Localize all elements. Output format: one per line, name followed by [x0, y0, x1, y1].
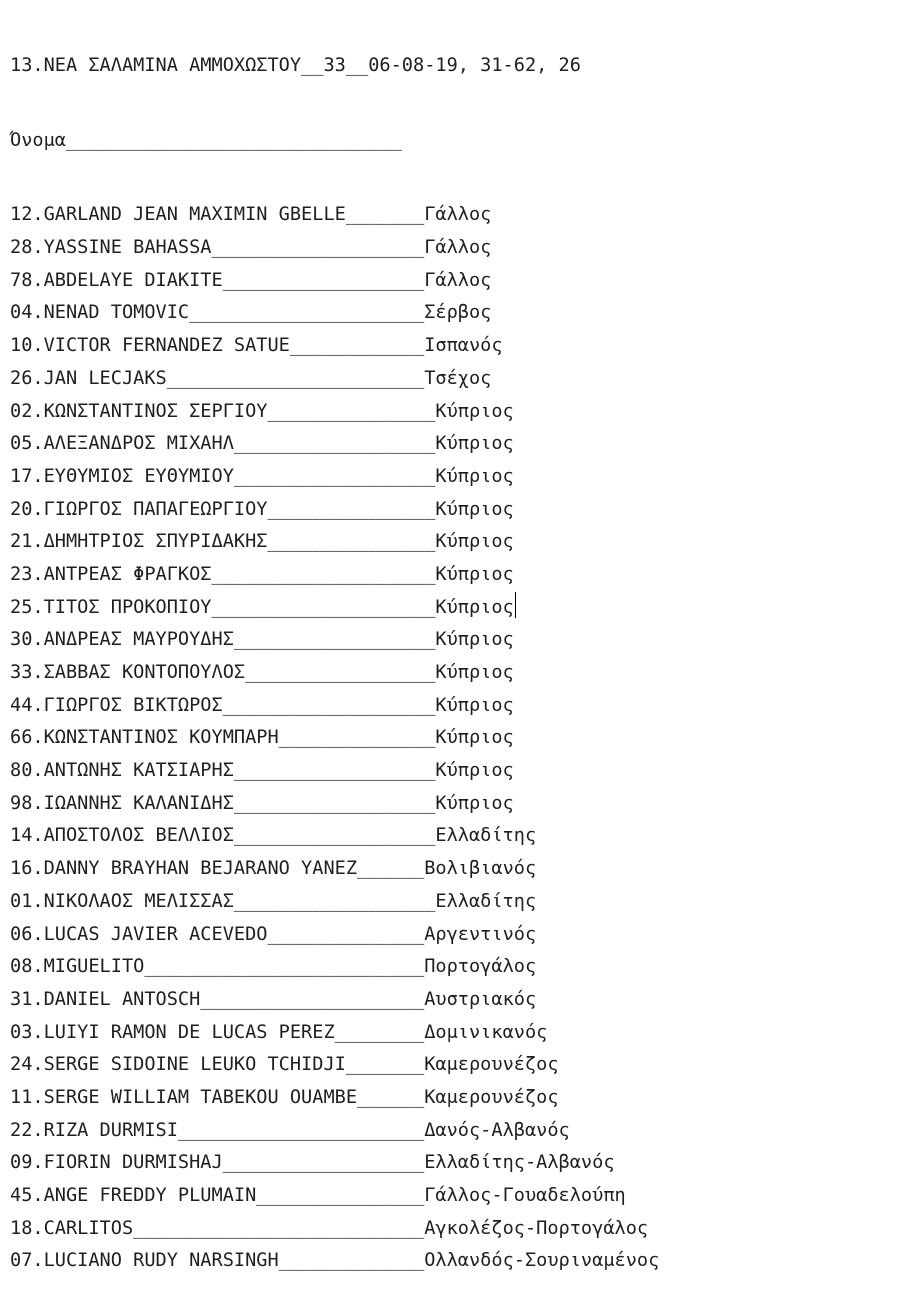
- player-line: [10, 1180, 895, 1213]
- player-line: [10, 657, 895, 690]
- player-nationality: Καμερουνέζος: [424, 1086, 559, 1108]
- player-nationality: Τσέχος: [424, 367, 492, 389]
- player-entry: 01.ΝΙΚΟΛΑΟΣ ΜΕΛΙΣΣΑΣ__________________: [10, 890, 436, 912]
- player-line: [10, 1049, 895, 1082]
- player-nationality: Βολιβιανός: [424, 858, 537, 880]
- player-entry: 04.NENAD TOMOVIC_____________________: [10, 302, 425, 324]
- player-nationality: Ελλαδίτης-Αλβανός: [424, 1152, 615, 1174]
- player-entry: 09.FIORIN DURMISHAJ__________________: [10, 1152, 425, 1174]
- player-entry: 08.MIGUELITO_________________________: [10, 956, 425, 978]
- player-line: [10, 559, 895, 592]
- player-line: [10, 788, 895, 821]
- player-entry: 17.ΕΥΘΥΜΙΟΣ ΕΥΘΥΜΙΟΥ__________________: [10, 465, 436, 487]
- player-nationality: Δανός-Αλβανός: [424, 1119, 570, 1141]
- player-line: [10, 526, 895, 559]
- player-entry: 98.ΙΩΑΝΝΗΣ ΚΑΛΑΝΙΔΗΣ__________________: [10, 792, 436, 814]
- player-line: [10, 951, 895, 984]
- player-entry: 26.JAN LECJAKS_______________________: [10, 367, 425, 389]
- player-entry: 11.SERGE WILLIAM TABEKOU OUAMBE______: [10, 1086, 425, 1108]
- player-nationality: Σέρβος: [424, 302, 492, 324]
- player-nationality: Γάλλος-Γουαδελούπη: [424, 1185, 626, 1206]
- player-line: [10, 853, 895, 886]
- player-entry: 12.GARLAND JEAN MAXIMIN GBELLE_______: [10, 204, 425, 226]
- player-entry: 28.YASSINE BAHASSA___________________: [10, 237, 425, 259]
- player-nationality: Γάλλος: [424, 237, 492, 259]
- player-nationality: Ολλανδός-Σουριναμένος: [424, 1250, 660, 1272]
- player-line: [10, 1017, 895, 1050]
- player-entry: 22.RIZA DURMISI______________________: [10, 1119, 425, 1141]
- player-line: [10, 690, 895, 723]
- player-nationality: Κύπριος: [435, 433, 514, 455]
- player-entry: 16.DANNY BRAYHAN BEJARANO YANEZ______: [10, 858, 425, 880]
- player-entry: 78.ABDELAYE DIAKITE__________________: [10, 269, 425, 291]
- player-line: [10, 1213, 895, 1246]
- player-line: [10, 330, 895, 363]
- team-header-line: 13.ΝΕΑ ΣΑΛΑΜΙΝΑ ΑΜΜΟΧΩΣΤΟΥ__33__06-08-19, 31-62, 26: [10, 55, 581, 76]
- player-line: [10, 494, 895, 527]
- player-nationality: Ελλαδίτης: [435, 825, 537, 847]
- player-nationality: Κύπριος: [435, 498, 514, 520]
- player-nationality: Κύπριος: [435, 629, 514, 651]
- player-line: [10, 984, 895, 1017]
- name-column-header: Όνομα______________________________: [10, 129, 402, 151]
- player-line: [10, 1082, 895, 1115]
- player-line: [10, 1245, 895, 1278]
- player-entry: 03.LUIYI RAMON DE LUCAS PEREZ________: [10, 1021, 425, 1043]
- player-entry: 33.ΣΑΒΒΑΣ ΚΟΝΤΟΠΟΥΛΟΣ_________________: [10, 662, 436, 683]
- player-line: [10, 919, 895, 952]
- player-entry: 06.LUCAS JAVIER ACEVEDO______________: [10, 923, 425, 945]
- player-line: [10, 1147, 895, 1180]
- player-line: [10, 232, 895, 265]
- player-nationality: Κύπριος: [435, 531, 514, 553]
- player-line: [10, 722, 895, 755]
- player-entry: 18.CARLITOS__________________________: [10, 1217, 425, 1239]
- player-line: [10, 265, 895, 298]
- player-nationality: Κύπριος: [435, 694, 514, 716]
- player-entry: 30.ΑΝΔΡΕΑΣ ΜΑΥΡΟΥΔΗΣ__________________: [10, 629, 436, 651]
- text-editor-content[interactable]: [10, 8, 895, 1299]
- player-list: [10, 199, 895, 1278]
- text-cursor: [515, 592, 517, 618]
- player-entry: 31.DANIEL ANTOSCH____________________: [10, 988, 425, 1010]
- player-nationality: Καμερουνέζος: [424, 1054, 559, 1076]
- player-entry: 24.SERGE SIDOINE LEUKO TCHIDJI_______: [10, 1054, 425, 1076]
- player-line: [10, 297, 895, 330]
- player-nationality: Ισπανός: [424, 335, 503, 357]
- player-nationality: Κύπριος: [435, 727, 514, 749]
- player-entry: 02.ΚΩΝΣΤΑΝΤΙΝΟΣ ΣΕΡΓΙΟΥ_______________: [10, 400, 436, 422]
- player-nationality: Γάλλος: [424, 204, 492, 226]
- player-nationality: Κύπριος: [435, 792, 514, 814]
- player-line: [10, 592, 895, 625]
- player-nationality: Αργεντινός: [424, 923, 537, 945]
- player-entry: 20.ΓΙΩΡΓΟΣ ΠΑΠΑΓΕΩΡΓΙΟΥ_______________: [10, 498, 436, 520]
- player-nationality: Πορτογάλος: [424, 956, 537, 978]
- player-line: [10, 428, 895, 461]
- player-nationality: Κύπριος: [435, 563, 514, 585]
- player-entry: 66.ΚΩΝΣΤΑΝΤΙΝΟΣ ΚΟΥΜΠΑΡΗ______________: [10, 727, 436, 749]
- player-nationality: Ελλαδίτης: [435, 890, 537, 912]
- player-line: [10, 461, 895, 494]
- player-entry: 80.ΑΝΤΩΝΗΣ ΚΑΤΣΙΑΡΗΣ__________________: [10, 760, 436, 782]
- player-nationality: Κύπριος: [435, 400, 514, 422]
- player-entry: 21.ΔΗΜΗΤΡΙΟΣ ΣΠΥΡΙΔΑΚΗΣ_______________: [10, 531, 436, 553]
- player-nationality: Αγκολέζος-Πορτογάλος: [424, 1217, 649, 1239]
- player-entry: 14.ΑΠΟΣΤΟΛΟΣ ΒΕΛΛΙΟΣ__________________: [10, 825, 436, 847]
- player-entry: 05.ΑΛΕΞΑΝΔΡΟΣ ΜΙΧΑΗΛ__________________: [10, 433, 436, 455]
- player-entry: 25.ΤΙΤΟΣ ΠΡΟΚΟΠΙΟΥ____________________: [10, 596, 436, 618]
- player-line: [10, 199, 895, 232]
- player-nationality: Κύπριος: [435, 662, 514, 683]
- player-line: [10, 624, 895, 657]
- player-nationality: Κύπριος: [435, 760, 514, 782]
- player-nationality: Γάλλος: [424, 269, 492, 291]
- player-entry: 23.ΑΝΤΡΕΑΣ ΦΡΑΓΚΟΣ____________________: [10, 563, 436, 585]
- player-nationality: Κύπριος: [435, 465, 514, 487]
- player-line: [10, 363, 895, 396]
- player-line: [10, 1115, 895, 1148]
- player-entry: 45.ANGE FREDDY PLUMAIN_______________: [10, 1185, 425, 1206]
- player-line: [10, 755, 895, 788]
- player-nationality: Δομινικανός: [424, 1021, 548, 1043]
- player-entry: 10.VICTOR FERNANDEZ SATUE____________: [10, 335, 425, 357]
- player-nationality: Αυστριακός: [424, 988, 537, 1010]
- player-entry: 07.LUCIANO RUDY NARSINGH_____________: [10, 1250, 425, 1272]
- player-nationality: Κύπριος: [435, 596, 514, 618]
- player-entry: 44.ΓΙΩΡΓΟΣ ΒΙΚΤΩΡΟΣ___________________: [10, 694, 436, 716]
- player-line: [10, 886, 895, 919]
- player-line: [10, 396, 895, 429]
- player-line: [10, 820, 895, 853]
